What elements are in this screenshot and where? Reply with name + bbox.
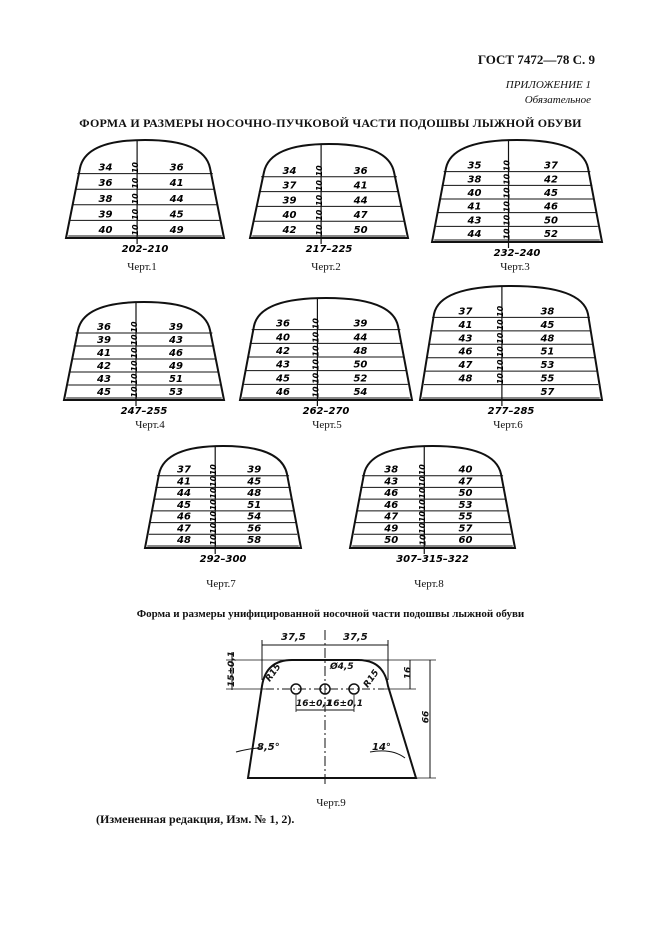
width-left-label: 45: [177, 499, 191, 511]
caption-drawing-8: Черт.8: [414, 578, 444, 590]
width-right-label: 41: [169, 178, 184, 190]
width-right-label: 57: [540, 387, 555, 398]
width-right-label: 53: [540, 360, 555, 372]
width-left-label: 40: [276, 332, 290, 344]
row-gap-label: 10: [130, 321, 139, 333]
row-gap-label: 10: [131, 177, 141, 189]
dim-height: 66: [421, 710, 432, 724]
row-gap-label: 10: [130, 360, 139, 372]
row-gap-label: 10: [495, 346, 505, 358]
width-right-label: 51: [540, 346, 555, 358]
row-gap-label: 10: [130, 334, 139, 346]
width-right-label: 56: [247, 523, 262, 535]
row-gap-label: 10: [311, 386, 321, 398]
width-right-label: 39: [353, 318, 368, 330]
size-range-label: 262–270: [302, 406, 350, 417]
row-gap-label: 10: [311, 331, 321, 343]
row-gap-label: 10: [418, 499, 428, 511]
row-gap-label: 10: [502, 173, 512, 185]
row-gap-label: 10: [131, 208, 141, 220]
dim-half-left: 37,5: [281, 632, 306, 643]
row-gap-label: 10: [418, 534, 428, 546]
caption-drawing-6: Черт.6: [493, 419, 523, 431]
angle-right: 14°: [372, 742, 391, 753]
row-gap-label: 10: [130, 386, 139, 398]
width-left-label: 37: [282, 180, 297, 192]
width-right-label: 44: [353, 195, 368, 207]
page-header: ГОСТ 7472—78 С. 9: [477, 52, 595, 67]
width-left-label: 47: [177, 523, 191, 535]
width-right-label: 54: [353, 387, 368, 398]
radius-left: R15: [264, 662, 284, 684]
width-left-label: 38: [384, 464, 399, 476]
row-gap-label: 10: [209, 475, 219, 487]
width-right-label: 50: [353, 359, 368, 371]
width-right-label: 45: [544, 188, 558, 199]
dim-hole-offset: 16: [403, 666, 414, 680]
width-right-label: 44: [169, 193, 184, 205]
row-gap-label: 10: [495, 319, 505, 331]
row-gap-label: 10: [502, 201, 512, 213]
appendix-number: ПРИЛОЖЕНИЕ 1: [505, 79, 591, 91]
row-gap-label: 10: [315, 180, 325, 192]
caption-drawing-2: Черт.2: [311, 261, 341, 273]
caption-drawing-4: Черт.4: [135, 419, 165, 431]
width-left-label: 48: [458, 373, 473, 385]
width-right-label: 50: [353, 225, 368, 236]
width-right-label: 39: [247, 464, 262, 476]
row-gap-label: 10: [418, 487, 428, 499]
width-right-label: 45: [169, 209, 184, 221]
width-left-label: 34: [282, 165, 297, 177]
width-right-label: 46: [544, 201, 558, 213]
caption-drawing-9: Черт.9: [316, 797, 346, 809]
width-left-label: 47: [384, 511, 399, 523]
width-right-label: 45: [540, 319, 555, 331]
width-left-label: 46: [276, 387, 290, 398]
appendix-status: Обязательное: [524, 94, 591, 106]
revision-note: (Измененная редакция, Изм. № 1, 2).: [96, 812, 295, 826]
row-gap-label: 10: [209, 511, 219, 523]
width-left-label: 43: [458, 333, 473, 345]
width-right-label: 48: [540, 333, 555, 345]
width-left-label: 38: [467, 174, 482, 186]
row-gap-label: 10: [131, 224, 141, 236]
section-title: ФОРМА И РАЗМЕРЫ НОСОЧНО-ПУЧКОВОЙ ЧАСТИ ПОДОШВЫ ЛЫЖНОЙ ОБУВИ: [79, 116, 582, 130]
row-gap-label: 10: [495, 373, 505, 385]
width-left-label: 39: [282, 195, 297, 207]
size-range-label: 202–210: [121, 244, 169, 255]
width-left-label: 41: [177, 476, 191, 488]
dim-half-right: 37,5: [343, 632, 368, 643]
row-gap-label: 10: [315, 224, 325, 236]
hole-spacing-right: 16±0,1: [327, 699, 364, 709]
row-gap-label: 10: [495, 359, 505, 371]
width-right-label: 47: [458, 476, 473, 488]
size-range-label: 292–300: [199, 554, 247, 565]
width-left-label: 44: [177, 488, 191, 500]
width-left-label: 41: [458, 319, 473, 331]
row-gap-label: 10: [502, 214, 512, 226]
hole-diameter: Ø4,5: [330, 662, 354, 672]
row-gap-label: 10: [502, 160, 512, 172]
width-right-label: 36: [169, 162, 184, 174]
width-left-label: 49: [384, 523, 399, 535]
width-right-label: 49: [169, 225, 184, 236]
row-gap-label: 10: [311, 372, 321, 384]
width-right-label: 58: [247, 535, 262, 546]
caption-drawing-3: Черт.3: [500, 261, 530, 273]
width-right-label: 54: [247, 511, 262, 523]
size-range-label: 277–285: [487, 406, 535, 417]
width-right-label: 50: [458, 488, 473, 500]
width-left-label: 45: [97, 387, 111, 398]
width-right-label: 39: [169, 322, 183, 333]
width-left-label: 44: [467, 229, 482, 240]
width-left-label: 37: [177, 464, 191, 476]
row-gap-label: 10: [315, 165, 325, 177]
width-right-label: 50: [544, 215, 558, 227]
width-left-label: 40: [98, 225, 113, 236]
width-right-label: 44: [353, 332, 368, 344]
width-right-label: 55: [540, 373, 555, 385]
width-right-label: 43: [169, 335, 183, 346]
width-left-label: 45: [276, 373, 290, 385]
caption-drawing-1: Черт.1: [127, 261, 157, 273]
width-left-label: 38: [98, 193, 113, 205]
width-left-label: 39: [97, 335, 111, 346]
width-right-label: 51: [169, 374, 183, 385]
width-right-label: 55: [458, 511, 473, 523]
row-gap-label: 10: [418, 475, 428, 487]
width-right-label: 49: [169, 361, 183, 372]
width-left-label: 40: [282, 210, 297, 222]
width-left-label: 42: [97, 361, 111, 372]
width-left-label: 37: [458, 306, 473, 318]
width-left-label: 46: [384, 499, 399, 511]
row-gap-label: 10: [311, 345, 321, 357]
row-gap-label: 10: [209, 464, 219, 476]
width-right-label: 46: [169, 348, 183, 359]
row-gap-label: 10: [209, 499, 219, 511]
width-right-label: 42: [544, 174, 558, 186]
width-left-label: 47: [458, 360, 473, 372]
unified-title: Форма и размеры унифицированной носочной части подошвы лыжной обуви: [136, 608, 525, 620]
hole-spacing-left: 16±0,1: [296, 699, 333, 709]
width-left-label: 43: [276, 359, 290, 371]
angle-left: 8,5°: [257, 742, 280, 753]
row-gap-label: 10: [418, 522, 428, 534]
row-gap-label: 10: [209, 522, 219, 534]
row-gap-label: 10: [131, 193, 141, 205]
row-gap-label: 10: [495, 332, 505, 344]
width-right-label: 48: [353, 346, 368, 357]
size-range-label: 217–225: [305, 244, 353, 255]
dim-top-offset: 15±0,1: [227, 650, 238, 688]
width-left-label: 42: [282, 225, 297, 236]
width-left-label: 36: [276, 318, 290, 330]
width-left-label: 50: [384, 535, 399, 546]
width-left-label: 34: [98, 162, 113, 174]
width-left-label: 41: [467, 201, 482, 213]
row-gap-label: 10: [502, 187, 512, 199]
width-right-label: 52: [544, 229, 558, 240]
width-left-label: 43: [467, 215, 482, 227]
width-left-label: 41: [97, 348, 111, 359]
row-gap-label: 10: [502, 228, 512, 240]
row-gap-label: 10: [315, 194, 325, 206]
radius-right: R15: [362, 668, 382, 690]
row-gap-label: 10: [130, 347, 139, 359]
width-left-label: 48: [177, 535, 191, 546]
width-left-label: 43: [97, 374, 111, 385]
width-left-label: 35: [467, 160, 482, 172]
width-left-label: 36: [97, 322, 111, 333]
width-right-label: 60: [458, 535, 473, 546]
width-right-label: 45: [247, 476, 262, 488]
row-gap-label: 10: [209, 487, 219, 499]
caption-drawing-5: Черт.5: [312, 419, 342, 431]
size-range-label: 307–315–322: [396, 554, 469, 565]
row-gap-label: 10: [311, 318, 321, 330]
row-gap-label: 10: [315, 209, 325, 221]
width-right-label: 57: [458, 523, 473, 535]
width-left-label: 40: [467, 188, 482, 199]
width-left-label: 39: [98, 209, 113, 221]
width-right-label: 53: [169, 387, 183, 398]
row-gap-label: 10: [418, 464, 428, 476]
caption-drawing-7: Черт.7: [206, 578, 236, 590]
width-right-label: 38: [540, 306, 555, 318]
width-right-label: 40: [458, 464, 473, 476]
width-left-label: 46: [458, 346, 473, 358]
width-right-label: 48: [247, 488, 262, 500]
size-range-label: 247–255: [120, 406, 168, 417]
width-right-label: 36: [353, 165, 368, 177]
width-right-label: 51: [247, 499, 262, 511]
width-right-label: 47: [353, 210, 368, 222]
row-gap-label: 10: [418, 511, 428, 523]
row-gap-label: 10: [209, 534, 219, 546]
width-right-label: 53: [458, 499, 473, 511]
row-gap-label: 10: [131, 162, 141, 174]
width-left-label: 42: [276, 346, 290, 357]
width-left-label: 46: [384, 488, 399, 500]
row-gap-label: 10: [311, 359, 321, 371]
width-left-label: 36: [98, 178, 113, 190]
width-right-label: 37: [544, 160, 558, 172]
width-right-label: 52: [353, 373, 368, 385]
row-gap-label: 10: [130, 373, 139, 385]
width-left-label: 43: [384, 476, 399, 488]
row-gap-label: 10: [495, 305, 505, 317]
width-right-label: 41: [353, 180, 368, 192]
width-left-label: 46: [177, 511, 191, 523]
size-range-label: 232–240: [493, 248, 541, 259]
